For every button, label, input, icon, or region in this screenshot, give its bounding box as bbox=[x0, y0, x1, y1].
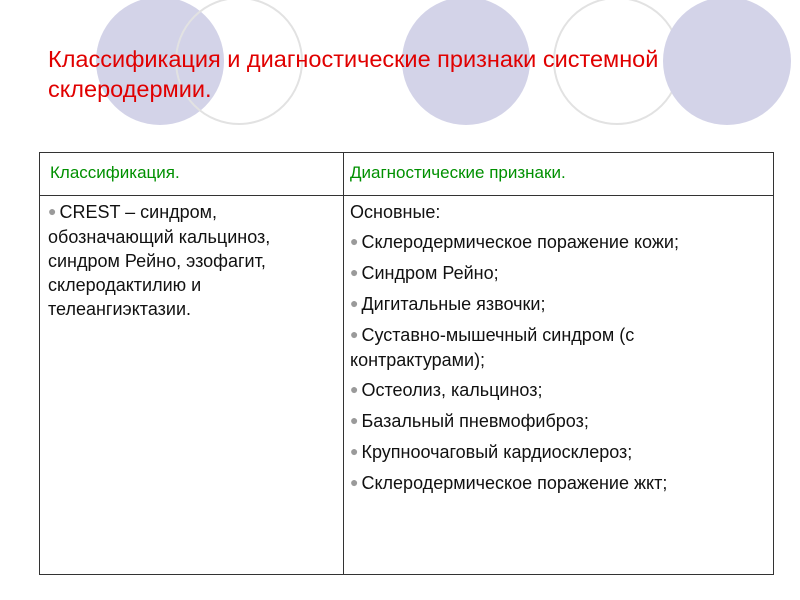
classification-table bbox=[39, 152, 774, 575]
list-item-text: Склеродермическое поражение кожи; bbox=[361, 232, 679, 252]
bullet-icon: ● bbox=[350, 443, 359, 459]
list-item bbox=[350, 378, 770, 403]
list-item-text: Базальный пневмофиброз; bbox=[361, 411, 589, 431]
list-item-text: Крупноочаговый кардиосклероз; bbox=[361, 442, 633, 462]
bullet-icon: ● bbox=[350, 412, 359, 428]
bullet-icon: ● bbox=[350, 326, 359, 342]
crest-description: CREST – синдром, обозначающий кальциноз, синдром Рейно, эзофагит, склеродактилию и телеангиэктазии. bbox=[48, 202, 271, 319]
list-item-text: Остеолиз, кальциноз; bbox=[361, 380, 543, 400]
column-divider bbox=[343, 153, 344, 574]
header-classification: Классификация. bbox=[50, 163, 180, 182]
page-title: Классификация и диагностические признаки системной склеродермии. bbox=[48, 46, 659, 102]
list-item bbox=[350, 261, 770, 286]
diagnostic-cell bbox=[350, 200, 770, 496]
bullet-icon: ● bbox=[48, 203, 57, 219]
list-item bbox=[350, 230, 770, 255]
list-item bbox=[350, 471, 770, 496]
bullet-icon: ● bbox=[350, 264, 359, 280]
list-item-text: Дигитальные язвочки; bbox=[361, 294, 546, 314]
bullet-icon: ● bbox=[350, 295, 359, 311]
list-item bbox=[350, 292, 770, 317]
bullet-icon: ● bbox=[350, 474, 359, 490]
list-item bbox=[350, 440, 770, 465]
list-item-text: Суставно-мышечный синдром (с контрактурами); bbox=[350, 325, 635, 370]
list-item bbox=[350, 409, 770, 434]
classification-cell bbox=[48, 200, 338, 321]
header-diagnostic-signs: Диагностические признаки. bbox=[350, 163, 566, 182]
list-item-text: Склеродермическое поражение жкт; bbox=[361, 473, 668, 493]
bullet-icon: ● bbox=[350, 233, 359, 249]
main-signs-heading: Основные: bbox=[350, 202, 441, 222]
bullet-icon: ● bbox=[350, 381, 359, 397]
list-item-text: Синдром Рейно; bbox=[361, 263, 499, 283]
list-item bbox=[350, 323, 770, 372]
